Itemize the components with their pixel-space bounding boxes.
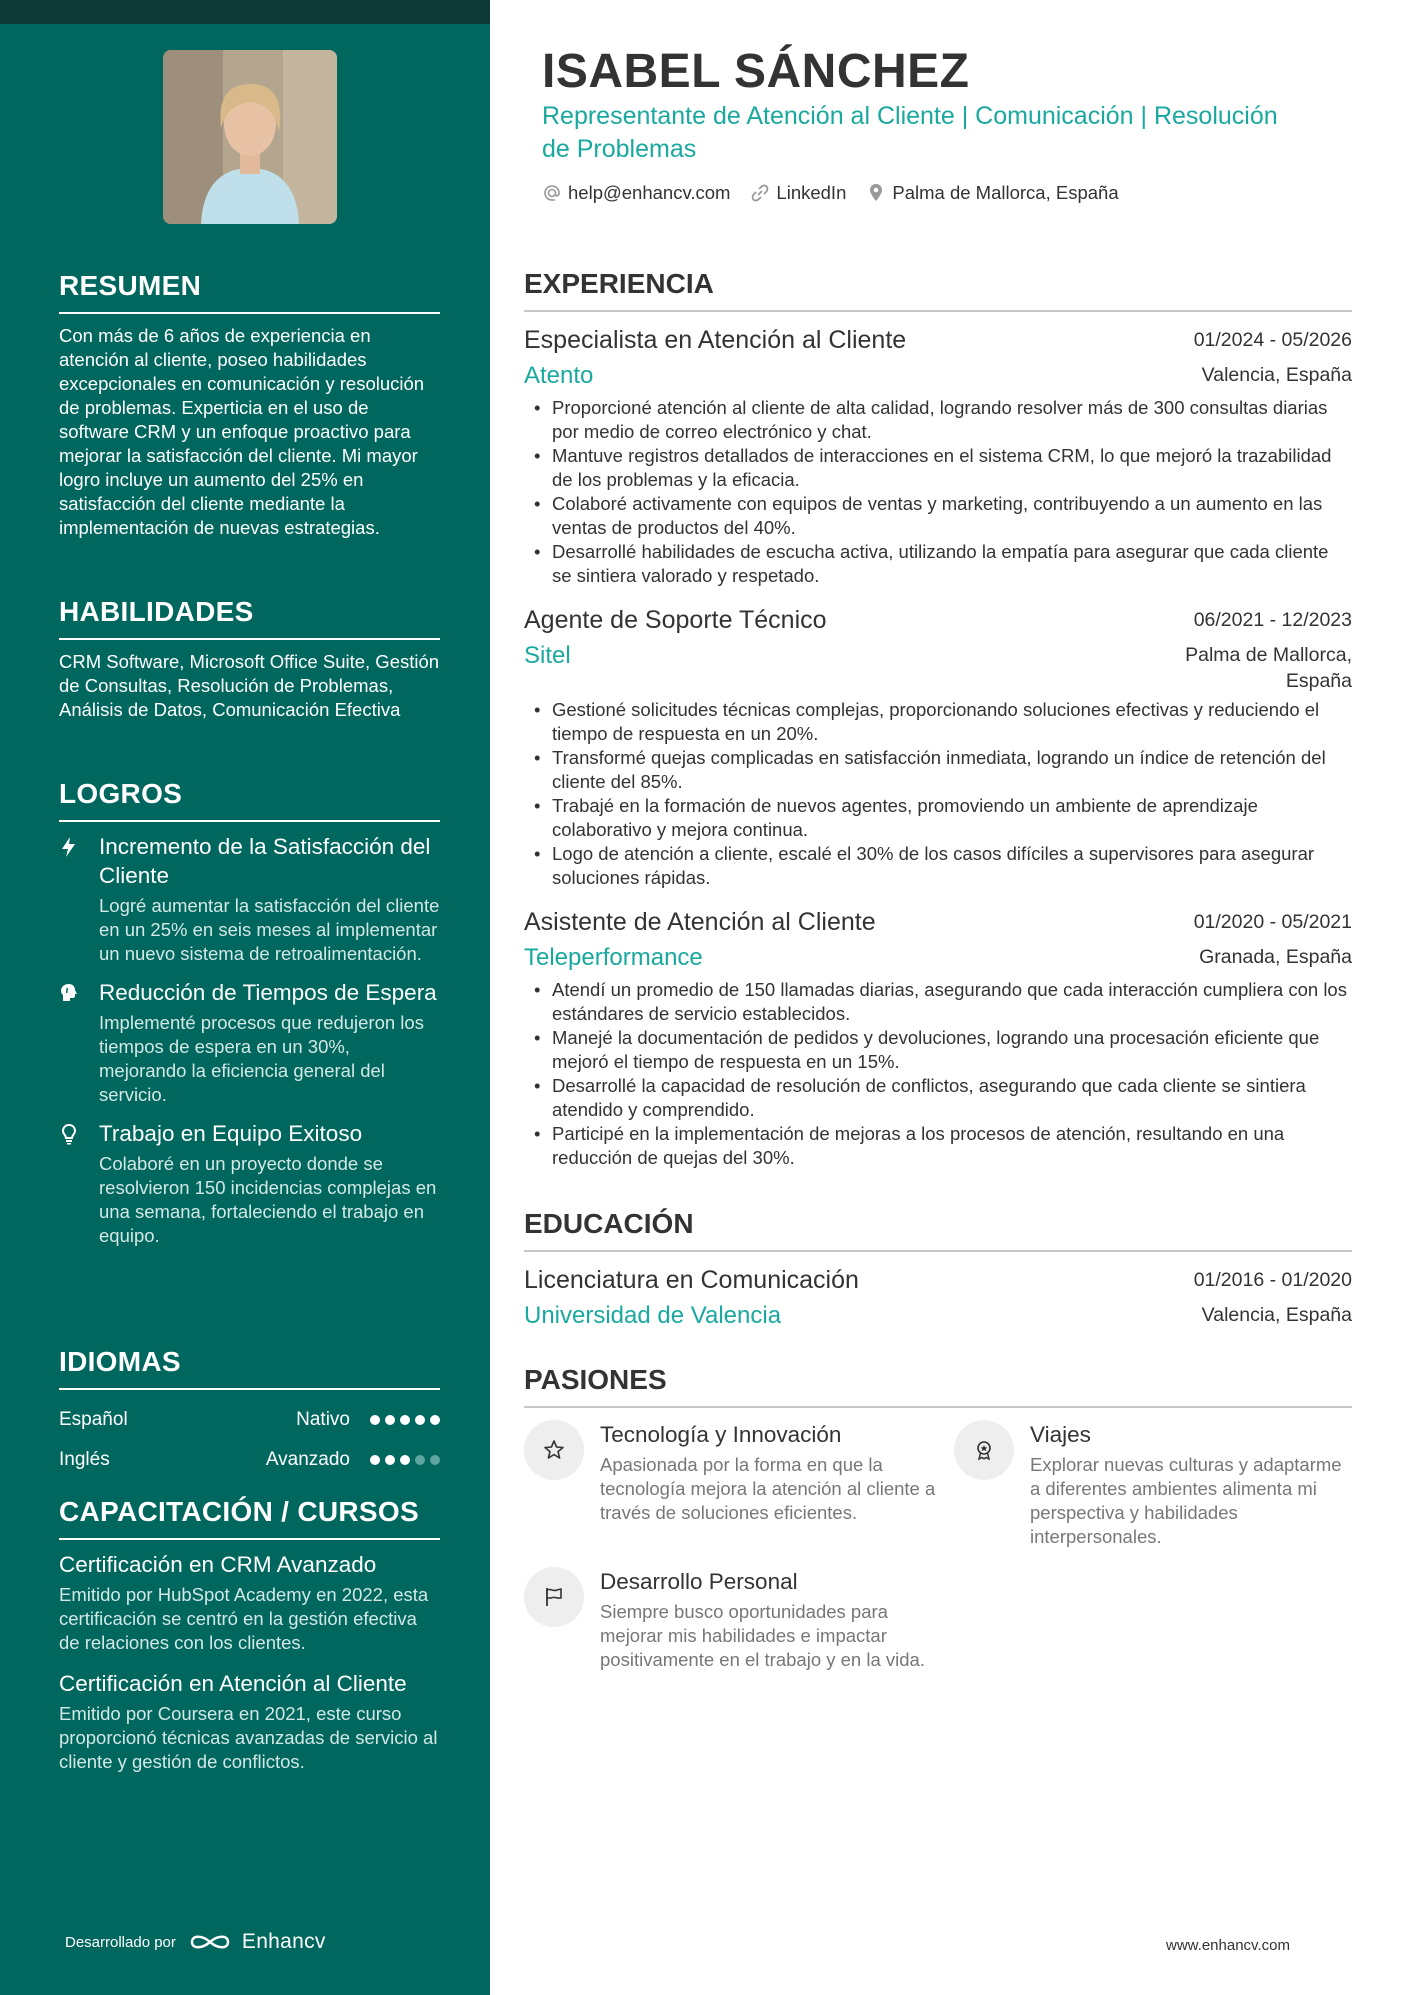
job-entry	[524, 906, 1352, 1170]
experience-title: EXPERIENCIA	[524, 268, 1352, 312]
language-row	[59, 1400, 440, 1440]
job-company: Teleperformance	[524, 944, 703, 971]
headline: Representante de Atención al Cliente | Comunicación | Resolución de Problemas	[542, 102, 1278, 163]
job-company: Sitel	[524, 642, 571, 669]
candidate-name: ISABEL SÁNCHEZ	[542, 45, 970, 98]
experience-section	[524, 268, 1352, 1186]
summary-title: RESUMEN	[59, 270, 440, 314]
job-bullets	[524, 698, 1352, 890]
passion-item	[954, 1420, 1352, 1549]
passion-title: Tecnología y Innovación	[600, 1422, 842, 1447]
job-bullet: • Desarrollé habilidades de escucha activa, utilizando la empatía para asegurar que cada cliente se sintiera valorado y respetado.	[524, 540, 1352, 588]
job-bullet: • Proporcioné atención al cliente de alta calidad, logrando resolver más de 300 consultas diarias por medio de correo electrónico y chat.	[524, 396, 1352, 444]
job-bullets	[524, 396, 1352, 588]
languages-title: IDIOMAS	[59, 1346, 440, 1390]
course-title: Certificación en Atención al Cliente	[59, 1671, 407, 1696]
location-pin-icon	[866, 183, 886, 203]
rating-dot	[400, 1455, 410, 1465]
lightbulb-icon	[59, 1119, 99, 1248]
language-row	[59, 1440, 440, 1480]
lightning-icon	[59, 832, 99, 966]
achievement-desc: Logré aumentar la satisfacción del cliente en un 25% en seis meses al implementar un nuevo sistema de retroalimentación.	[99, 895, 440, 964]
flag-icon	[524, 1567, 584, 1627]
job-title: Agente de Soporte Técnico	[524, 606, 827, 634]
star-icon	[524, 1420, 584, 1480]
passion-title: Desarrollo Personal	[600, 1569, 798, 1594]
education-school: Universidad de Valencia	[524, 1302, 782, 1329]
job-bullet: • Colaboré activamente con equipos de ventas y marketing, contribuyendo a un aumento en las ventas de productos del 40%.	[524, 492, 1352, 540]
job-dates: 06/2021 - 12/2023	[1193, 609, 1352, 631]
passions-title: PASIONES	[524, 1364, 1352, 1408]
link-icon	[750, 183, 770, 203]
rating-dot	[430, 1455, 440, 1465]
achievements-title: LOGROS	[59, 778, 440, 822]
achievement-item	[59, 832, 440, 966]
job-location: Palma de Mallorca, España	[1185, 644, 1352, 692]
contact-linkedin[interactable]	[750, 182, 846, 204]
job-dates: 01/2020 - 05/2021	[1193, 911, 1352, 933]
skills-text: CRM Software, Microsoft Office Suite, Gestión de Consultas, Resolución de Problemas, Análisis de Datos, Comunicación Efectiva	[59, 651, 440, 720]
website-link[interactable]: www.enhancv.com	[1166, 1937, 1290, 1954]
contact-location-text: Palma de Mallorca, España	[892, 182, 1119, 203]
powered-by-brand: Enhancv	[241, 1930, 326, 1953]
job-bullet: • Mantuve registros detallados de interacciones en el sistema CRM, lo que mejoró la trazabilidad de los problemas y la eficacia.	[524, 444, 1352, 492]
brain-icon	[59, 978, 99, 1107]
course-desc: Emitido por HubSpot Academy en 2022, esta certificación se centró en la gestión efectiva de relaciones con los clientes.	[59, 1584, 429, 1653]
achievement-desc: Colaboré en un proyecto donde se resolvieron 150 incidencias complejas en una semana, fortaleciendo el trabajo en equipo.	[99, 1153, 437, 1246]
achievement-item	[59, 1119, 440, 1248]
passion-title: Viajes	[1030, 1422, 1091, 1447]
sidebar	[0, 0, 490, 1995]
language-level: Nativo	[296, 1409, 350, 1430]
job-bullet: • Transformé quejas complicadas en satisfacción inmediata, logrando un índice de retención del cliente del 85%.	[524, 746, 1352, 794]
course-desc: Emitido por Coursera en 2021, este curso proporcionó técnicas avanzadas de servicio al cliente y gestión de conflictos.	[59, 1703, 438, 1772]
languages-section	[59, 1346, 440, 1480]
education-dates: 01/2016 - 01/2020	[1193, 1269, 1352, 1291]
job-title: Especialista en Atención al Cliente	[524, 326, 907, 354]
passion-item	[524, 1420, 954, 1549]
job-bullet: • Trabajé en la formación de nuevos agentes, promoviendo un ambiente de aprendizaje colaborativo y mejora continua.	[524, 794, 1352, 842]
job-location: Granada, España	[1199, 946, 1352, 968]
enhancv-logo-icon	[188, 1931, 232, 1953]
job-dates: 01/2024 - 05/2026	[1193, 329, 1352, 351]
achievement-title: Incremento de la Satisfacción del Cliente	[99, 834, 431, 888]
profile-photo	[163, 50, 337, 224]
rating-dot	[415, 1455, 425, 1465]
sidebar-top-bar	[0, 0, 490, 24]
powered-by-label: Desarrollado por	[65, 1933, 176, 1951]
course-title: Certificación en CRM Avanzado	[59, 1552, 377, 1577]
summary-section	[59, 270, 440, 540]
contact-linkedin-text: LinkedIn	[776, 182, 847, 203]
rating-dot	[385, 1455, 395, 1465]
passion-desc: Siempre busco oportunidades para mejorar mis habilidades e impactar positivamente en el trabajo y en la vida.	[600, 1601, 925, 1670]
skills-section	[59, 596, 440, 722]
job-bullet: • Logo de atención a cliente, escalé el 30% de los casos difíciles a supervisores para asegurar soluciones rápidas.	[524, 842, 1352, 890]
summary-text: Con más de 6 años de experiencia en atención al cliente, poseo habilidades excepcionales en comunicación y resolución de problemas. Experticia en el uso de software CRM y un enfoque proactivo para mejorar la satisfacción del cliente. Mi mayor logro incluye un aumento del 25% en satisfacción del cliente mediante la implementación de nuevas estrategias.	[59, 325, 425, 538]
passion-item	[524, 1567, 954, 1672]
job-bullet: • Gestioné solicitudes técnicas complejas, proporcionando soluciones efectivas y reduciendo el tiempo de respuesta en un 20%.	[524, 698, 1352, 746]
profile-photo-illustration	[163, 50, 337, 224]
rating-dot	[370, 1455, 380, 1465]
education-degree: Licenciatura en Comunicación	[524, 1266, 859, 1294]
contact-email[interactable]	[542, 182, 730, 204]
rating-dot	[385, 1415, 395, 1425]
passions-section	[524, 1364, 1352, 1672]
courses-title: CAPACITACIÓN / CURSOS	[59, 1496, 440, 1540]
achievement-desc: Implementé procesos que redujeron los tiempos de espera en un 30%, mejorando la eficiencia general del servicio.	[99, 1012, 424, 1105]
contact-bar	[542, 182, 1139, 204]
language-name: Español	[59, 1409, 128, 1430]
rating-dot	[430, 1415, 440, 1425]
contact-location	[866, 182, 1118, 204]
contact-email-text: help@enhancv.com	[568, 182, 731, 203]
powered-by	[65, 1930, 326, 1954]
rating-dot	[370, 1415, 380, 1425]
job-bullet: • Manejé la documentación de pedidos y devoluciones, logrando una procesación eficiente que mejoró el tiempo de respuesta en un 15%.	[524, 1026, 1352, 1074]
at-icon	[542, 183, 562, 203]
job-bullet: • Participé en la implementación de mejoras a los procesos de atención, resultando en una reducción de quejas del 30%.	[524, 1122, 1352, 1170]
skills-title: HABILIDADES	[59, 596, 440, 640]
language-rating	[370, 1455, 440, 1465]
passion-desc: Apasionada por la forma en que la tecnología mejora la atención al cliente a través de soluciones eficientes.	[600, 1454, 936, 1523]
passion-desc: Explorar nuevas culturas y adaptarme a diferentes ambientes alimenta mi perspectiva y habilidades interpersonales.	[1030, 1454, 1342, 1547]
job-bullet: • Atendí un promedio de 150 llamadas diarias, asegurando que cada interacción cumpliera con los estándares de servicio establecidos.	[524, 978, 1352, 1026]
job-company: Atento	[524, 362, 594, 389]
achievement-item	[59, 978, 440, 1107]
language-level: Avanzado	[265, 1449, 350, 1470]
education-section	[524, 1208, 1352, 1348]
education-title: EDUCACIÓN	[524, 1208, 1352, 1252]
courses-section	[59, 1496, 440, 1774]
language-rating	[370, 1415, 440, 1425]
achievement-title: Trabajo en Equipo Exitoso	[99, 1121, 363, 1146]
achievement-title: Reducción de Tiempos de Espera	[99, 980, 437, 1005]
job-bullets	[524, 978, 1352, 1170]
job-entry	[524, 324, 1352, 588]
job-location: Valencia, España	[1201, 364, 1352, 386]
medal-icon	[954, 1420, 1014, 1480]
job-title: Asistente de Atención al Cliente	[524, 908, 876, 936]
rating-dot	[400, 1415, 410, 1425]
achievements-section	[59, 778, 440, 1248]
language-name: Inglés	[59, 1449, 110, 1470]
job-bullet: • Desarrollé la capacidad de resolución de conflictos, asegurando que cada cliente se sintiera atendido y comprendido.	[524, 1074, 1352, 1122]
job-entry	[524, 604, 1352, 890]
education-entry	[524, 1264, 1352, 1332]
education-location: Valencia, España	[1201, 1304, 1352, 1326]
rating-dot	[415, 1415, 425, 1425]
